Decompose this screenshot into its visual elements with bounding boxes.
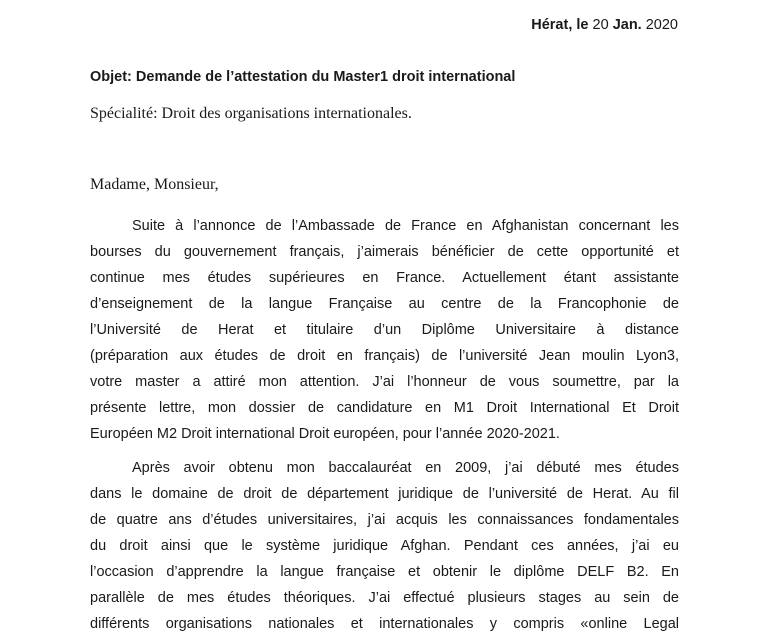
- paragraph-line: l’Université de Herat et titulaire d’un Diplôme Universitaire à distance: [90, 322, 679, 338]
- paragraph-line: bourses du gouvernement français, j’aimerais bénéficier de cette opportunité et: [90, 244, 679, 260]
- paragraph-line: l’occasion d’apprendre la langue française et obtenir le diplôme DELF B2. En: [90, 564, 679, 580]
- subject-label: Objet:: [90, 69, 132, 85]
- paragraph-education: [90, 455, 679, 637]
- paragraph-line: d’enseignement de la langue Française au centre de la Francophonie de: [90, 296, 679, 312]
- paragraph-line: de quatre ans d’études universitaires, j’ai acquis les connaissances fondamentales: [90, 512, 679, 528]
- date-place: Hérat, le: [531, 17, 589, 33]
- paragraph-line: Après avoir obtenu mon baccalauréat en 2009, j’ai débuté mes études: [132, 460, 679, 476]
- specialty-line: Spécialité: Droit des organisations internationales.: [90, 105, 412, 122]
- salutation: Madame, Monsieur,: [90, 176, 219, 193]
- letter-date: [531, 17, 678, 33]
- subject-text: Demande de l’attestation du Master1 droit international: [135, 69, 516, 85]
- paragraph-line: dans le domaine de droit de département juridique de l’université de Herat. Au fil: [90, 486, 679, 502]
- paragraph-line: Suite à l’annonce de l’Ambassade de France en Afghanistan concernant les: [132, 218, 679, 234]
- paragraph-line: continue mes études supérieures en France. Actuellement étant assistante: [90, 270, 679, 286]
- date-month: Jan.: [612, 17, 642, 33]
- date-day: 20: [592, 17, 609, 33]
- paragraph-line: Européen M2 Droit international Droit européen, pour l’année 2020-2021.: [90, 426, 560, 442]
- paragraph-line: présente lettre, mon dossier de candidature en M1 Droit International Et Droit: [90, 400, 679, 416]
- paragraph-line: (préparation aux études de droit en français) de l’université Jean moulin Lyon3,: [90, 348, 679, 364]
- paragraph-line: votre master a attiré mon attention. J’ai l’honneur de vous soumettre, par la: [90, 374, 679, 390]
- date-year: 2020: [645, 17, 678, 33]
- paragraph-line: parallèle de mes études théoriques. J’ai effectué plusieurs stages au sein de: [90, 590, 679, 606]
- letter-subject: [90, 69, 515, 85]
- paragraph-motivation: [90, 213, 679, 447]
- paragraph-line: différents organisations nationales et internationales y compris «online Legal: [90, 616, 679, 632]
- paragraph-line: du droit ainsi que le système juridique Afghan. Pendant ces années, j’ai eu: [90, 538, 679, 554]
